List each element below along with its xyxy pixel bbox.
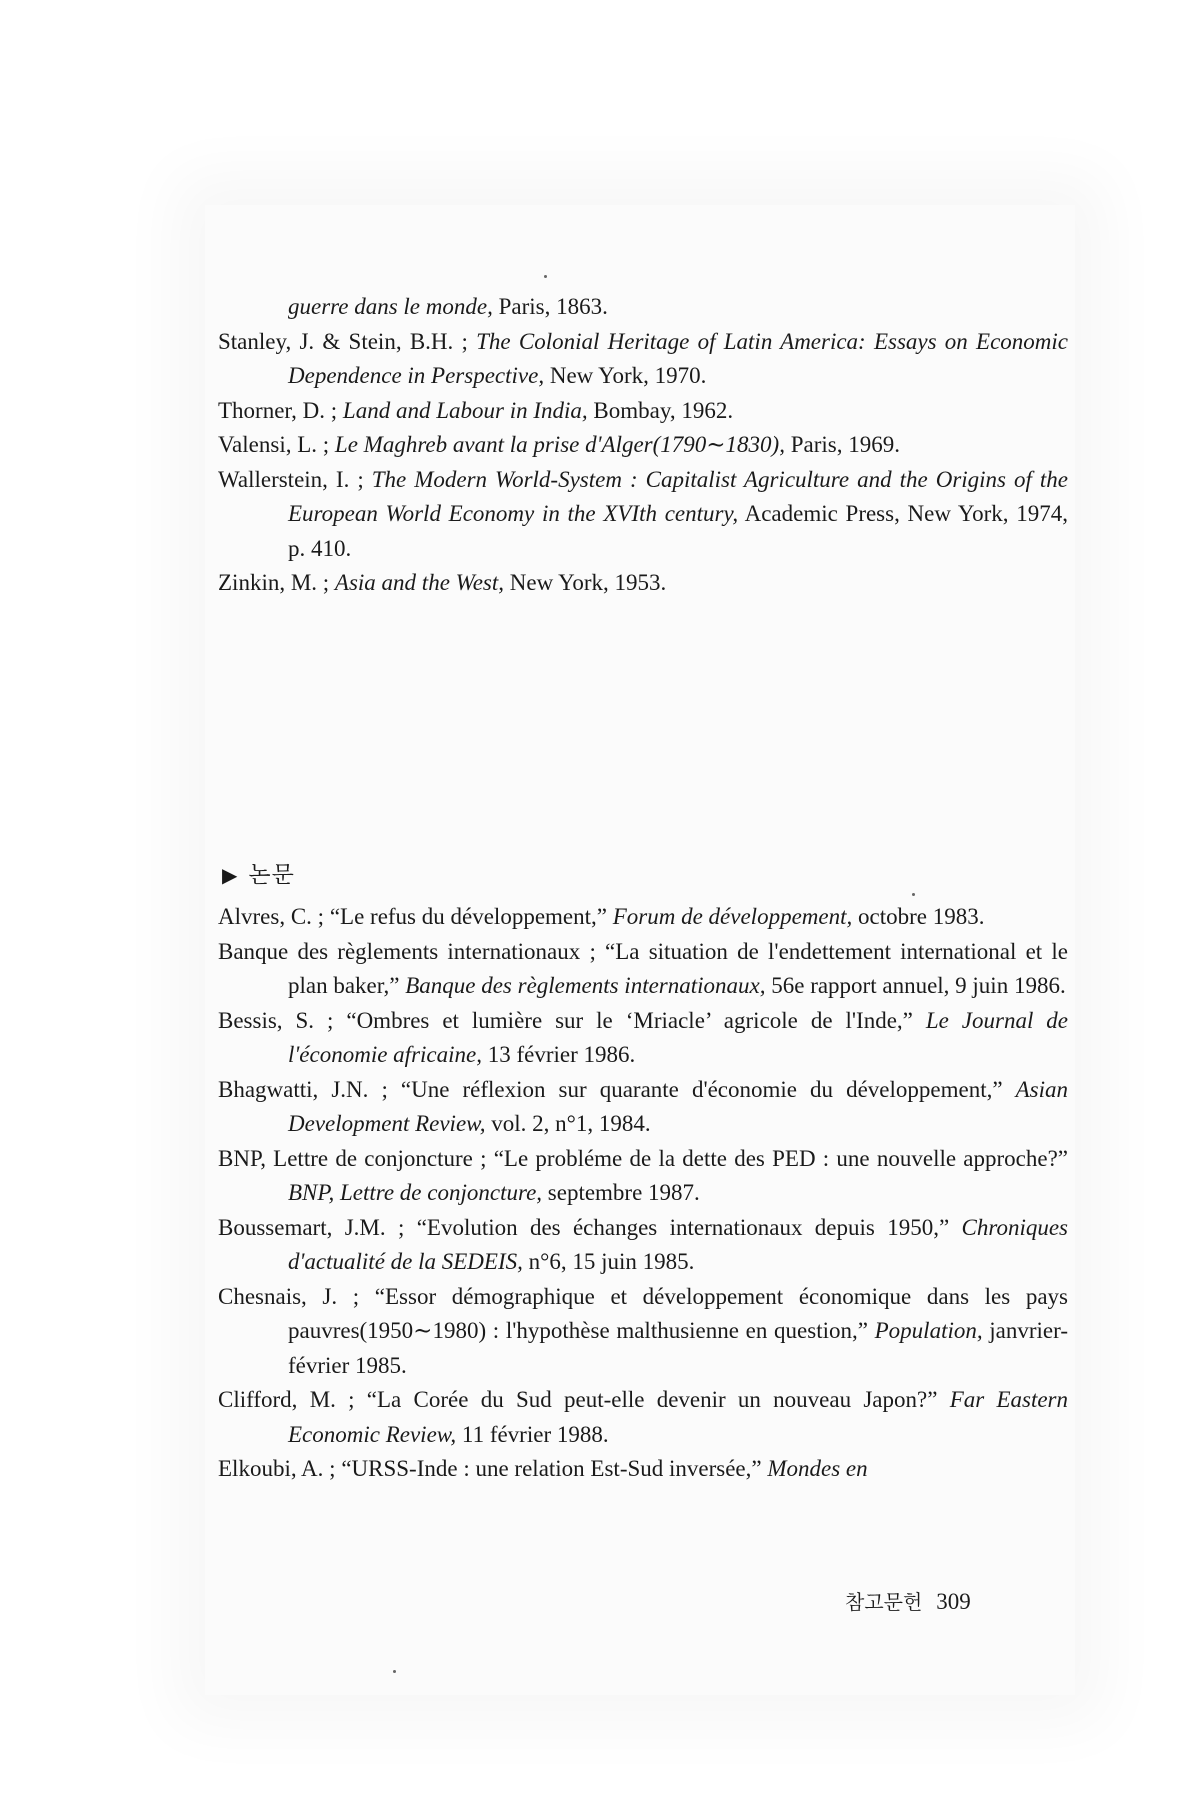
book-references <box>218 290 1068 601</box>
reference-rest: New York, 1970. <box>544 363 707 388</box>
reference-quote: “Ombres et lumière sur le ‘Mriacle’ agricole de l'Inde,” <box>346 1007 926 1033</box>
reference-author: Stanley, J. & Stein, B.H. ; <box>218 328 477 354</box>
reference-author: Chesnais, J. ; <box>218 1283 375 1309</box>
reference-title: Le Maghreb avant la prise d'Alger(1790∼1830), <box>334 432 785 457</box>
speck <box>544 275 547 278</box>
reference-rest: n°6, 15 juin 1985. <box>522 1249 695 1274</box>
reference-quote: “Une réflexion sur quarante d'économie du développement,” <box>400 1076 1016 1102</box>
section-heading-label: 논문 <box>248 862 295 888</box>
reference-title: Asian Development Review, <box>288 1076 1068 1136</box>
reference-entry <box>218 1073 1068 1142</box>
reference-title: Land and Labour in India, <box>342 397 588 423</box>
reference-entry <box>218 1452 1068 1487</box>
reference-rest: Paris, 1863. <box>492 294 608 319</box>
speck <box>912 893 915 896</box>
reference-quote: “Evolution des échanges internationaux depuis 1950,” <box>416 1214 962 1240</box>
reference-quote: “Le refus du développement,” <box>329 904 613 929</box>
reference-rest: vol. 2, n°1, 1984. <box>485 1111 651 1136</box>
reference-title: Chroniques d'actualité de la SEDEIS, <box>288 1214 1068 1274</box>
reference-author: BNP, Lettre de conjoncture ; <box>218 1145 494 1171</box>
reference-title: Banque des règlements internationaux, <box>405 973 766 998</box>
reference-title: Le Journal de l'économie africaine, <box>288 1007 1069 1067</box>
reference-rest: octobre 1983. <box>852 904 985 929</box>
reference-entry <box>218 1383 1068 1452</box>
reference-author: Zinkin, M. ; <box>218 570 335 595</box>
reference-entry <box>218 394 1068 429</box>
triangle-bullet-icon: ▶ <box>222 863 239 887</box>
reference-title: Forum de développement, <box>612 904 853 929</box>
reference-rest: Bombay, 1962. <box>587 397 734 423</box>
reference-title: Far Eastern Economic Review, <box>288 1387 1068 1447</box>
speck <box>393 1670 396 1673</box>
reference-author: Clifford, M. ; <box>218 1387 367 1412</box>
reference-rest: Paris, 1969. <box>784 432 900 457</box>
reference-quote: “La situation de l'endettement international et le plan baker,” <box>288 938 1068 998</box>
reference-title: The Colonial Heritage of Latin America: Essays on Economic Dependence in Perspective, <box>288 328 1069 388</box>
reference-author: Banque des règlements internationaux ; <box>218 938 606 964</box>
page-number: 309 <box>936 1589 971 1614</box>
reference-title: guerre dans le monde, <box>288 294 493 319</box>
reference-quote: “La Corée du Sud peut-elle devenir un nouveau Japon?” <box>366 1387 950 1412</box>
reference-entry <box>218 463 1068 567</box>
reference-author: Wallerstein, I. ; <box>218 466 372 492</box>
reference-title: Asia and the West, <box>334 570 505 595</box>
reference-entry <box>218 1004 1068 1073</box>
reference-entry <box>218 1280 1068 1384</box>
reference-quote: “Essor démographique et développement économique dans les pays pauvres(1950∼1980) : l'hypothèse malthusienne en question,” <box>288 1283 1068 1343</box>
reference-entry <box>218 325 1068 394</box>
reference-entry <box>218 428 1068 463</box>
reference-rest: 11 février 1988. <box>456 1421 609 1447</box>
reference-author: Valensi, L. ; <box>218 432 335 457</box>
reference-author: Boussemart, J.M. ; <box>218 1214 417 1240</box>
running-head: 참고문헌 <box>845 1590 923 1614</box>
reference-entry <box>218 566 1068 601</box>
reference-title: Mondes en <box>767 1456 868 1481</box>
reference-quote: “Le probléme de la dette des PED : une nouvelle approche?” <box>493 1145 1069 1171</box>
reference-title: BNP, Lettre de conjoncture, <box>288 1180 543 1205</box>
reference-author: Bhagwatti, J.N. ; <box>218 1076 401 1102</box>
reference-rest: septembre 1987. <box>542 1180 700 1205</box>
reference-rest: Academic Press, New York, 1974, p. 410. <box>288 501 1069 561</box>
reference-rest: New York, 1953. <box>504 570 667 595</box>
reference-entry <box>218 935 1068 1004</box>
reference-author: Bessis, S. ; <box>218 1007 347 1033</box>
reference-entry <box>218 1211 1068 1280</box>
reference-rest: 56e rapport annuel, 9 juin 1986. <box>765 973 1066 998</box>
reference-rest: janvrier-février 1985. <box>288 1318 1069 1378</box>
reference-entry <box>218 290 1068 325</box>
reference-author: Alvres, C. ; <box>218 904 330 929</box>
reference-rest: 13 février 1986. <box>481 1042 636 1067</box>
reference-author: Elkoubi, A. ; <box>218 1456 342 1481</box>
reference-entry <box>218 1142 1068 1211</box>
reference-quote: “URSS-Inde : une relation Est-Sud inversée,” <box>341 1456 768 1481</box>
article-references <box>218 900 1068 1487</box>
reference-title: The Modern World-System : Capitalist Agriculture and the Origins of the European World Economy in the XVIth century, <box>288 466 1068 526</box>
reference-entry <box>218 900 1068 935</box>
reference-title: Population, <box>874 1318 983 1343</box>
section-heading <box>222 856 295 889</box>
page-footer <box>845 1586 971 1615</box>
reference-author: Thorner, D. ; <box>218 397 343 423</box>
